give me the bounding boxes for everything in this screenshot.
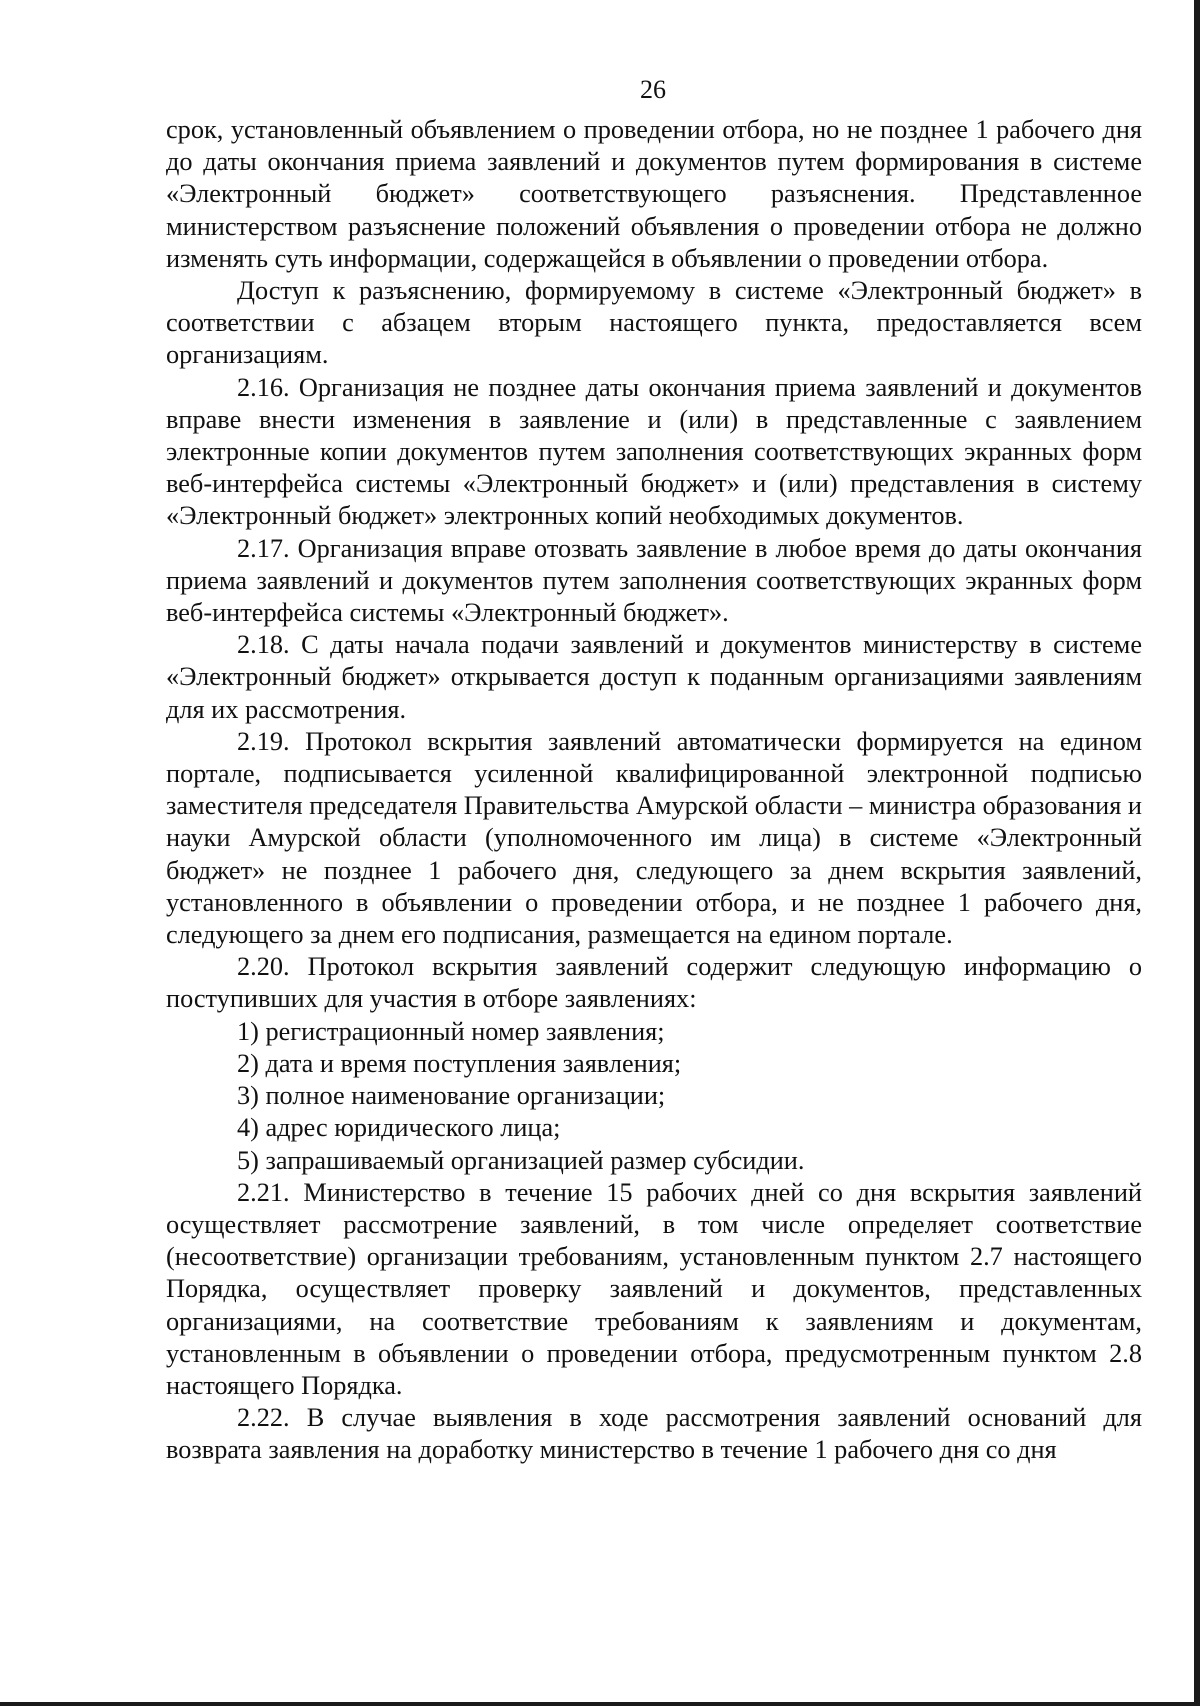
paragraph-2-17: 2.17. Организация вправе отозвать заявление в любое время до даты окончания приема заявлений и документов путем заполнения соответствующих экранных форм веб-интерфейса системы «Электронный бюджет». bbox=[166, 533, 1142, 628]
paragraph-2-18: 2.18. С даты начала подачи заявлений и документов министерству в системе «Электронный бюджет» открывается доступ к поданным организациями заявлениям для их рассмотрения. bbox=[166, 630, 1142, 724]
list-item: 5) запрашиваемый организацией размер субсидии. bbox=[237, 1145, 805, 1175]
scan-edge-bottom bbox=[0, 1702, 1200, 1706]
paragraph-2-20: 2.20. Протокол вскрытия заявлений содержит следующую информацию о поступивших для участия в отборе заявлениях: bbox=[166, 952, 1142, 1014]
paragraph-2-16: 2.16. Организация не позднее даты окончания приема заявлений и документов вправе внести изменения в заявление и (или) в представленные с заявлением электронные копии документов путем заполнения соответствующих экранных форм веб-интерфейса системы «Электронный бюджет» и (или) представления в систему «Электронный бюджет» электронных копий необходимых документов. bbox=[166, 372, 1142, 531]
scan-edge-right bbox=[1194, 0, 1200, 1706]
list-item: 4) адрес юридического лица; bbox=[237, 1113, 561, 1143]
paragraph-continuation: срок, установленный объявлением о проведении отбора, но не позднее 1 рабочего дня до даты окончания приема заявлений и документов путем формирования в системе «Электронный бюджет» соответствующего разъяснения. Представленное министерством разъяснение положений объявления о проведении отбора не должно изменять суть информации, содержащейся в объявлении о проведении отбора. bbox=[166, 115, 1142, 273]
page-number: 26 bbox=[640, 75, 666, 104]
paragraph-2-21: 2.21. Министерство в течение 15 рабочих дней со дня вскрытия заявлений осуществляет рассмотрение заявлений, в том числе определяет соответствие (несоответствие) организации требованиям, установленным пунктом 2.7 настоящего Порядка, осуществляет проверку заявлений и документов, представленных организациями, на соответствие требованиям к заявлениям и документам, установленным в объявлении о проведении отбора, предусмотренным пунктом 2.8 настоящего Порядка. bbox=[166, 1177, 1142, 1400]
paragraph-2-22: 2.22. В случае выявления в ходе рассмотрения заявлений оснований для возврата заявления на доработку министерство в течение 1 рабочего дня со дня bbox=[166, 1403, 1142, 1465]
paragraph-2-19: 2.19. Протокол вскрытия заявлений автоматически формируется на едином портале, подписывается усиленной квалифицированной электронной подписью заместителя председателя Правительства Амурской области – министра образования и науки Амурской области (уполномоченного им лица) в системе «Электронный бюджет» не позднее 1 рабочего дня, следующего за днем вскрытия заявлений, установленного в объявлении о проведении отбора, и не позднее 1 рабочего дня, следующего за днем его подписания, размещается на едином портале. bbox=[166, 726, 1142, 950]
list-item: 3) полное наименование организации; bbox=[237, 1081, 666, 1111]
list-item: 2) дата и время поступления заявления; bbox=[237, 1048, 682, 1078]
list-item: 1) регистрационный номер заявления; bbox=[237, 1016, 665, 1046]
document-body bbox=[166, 114, 1142, 1467]
paragraph-clarification-access: Доступ к разъяснению, формируемому в системе «Электронный бюджет» в соответствии с абзацем вторым настоящего пункта, предоставляется всем организациям. bbox=[166, 276, 1142, 370]
